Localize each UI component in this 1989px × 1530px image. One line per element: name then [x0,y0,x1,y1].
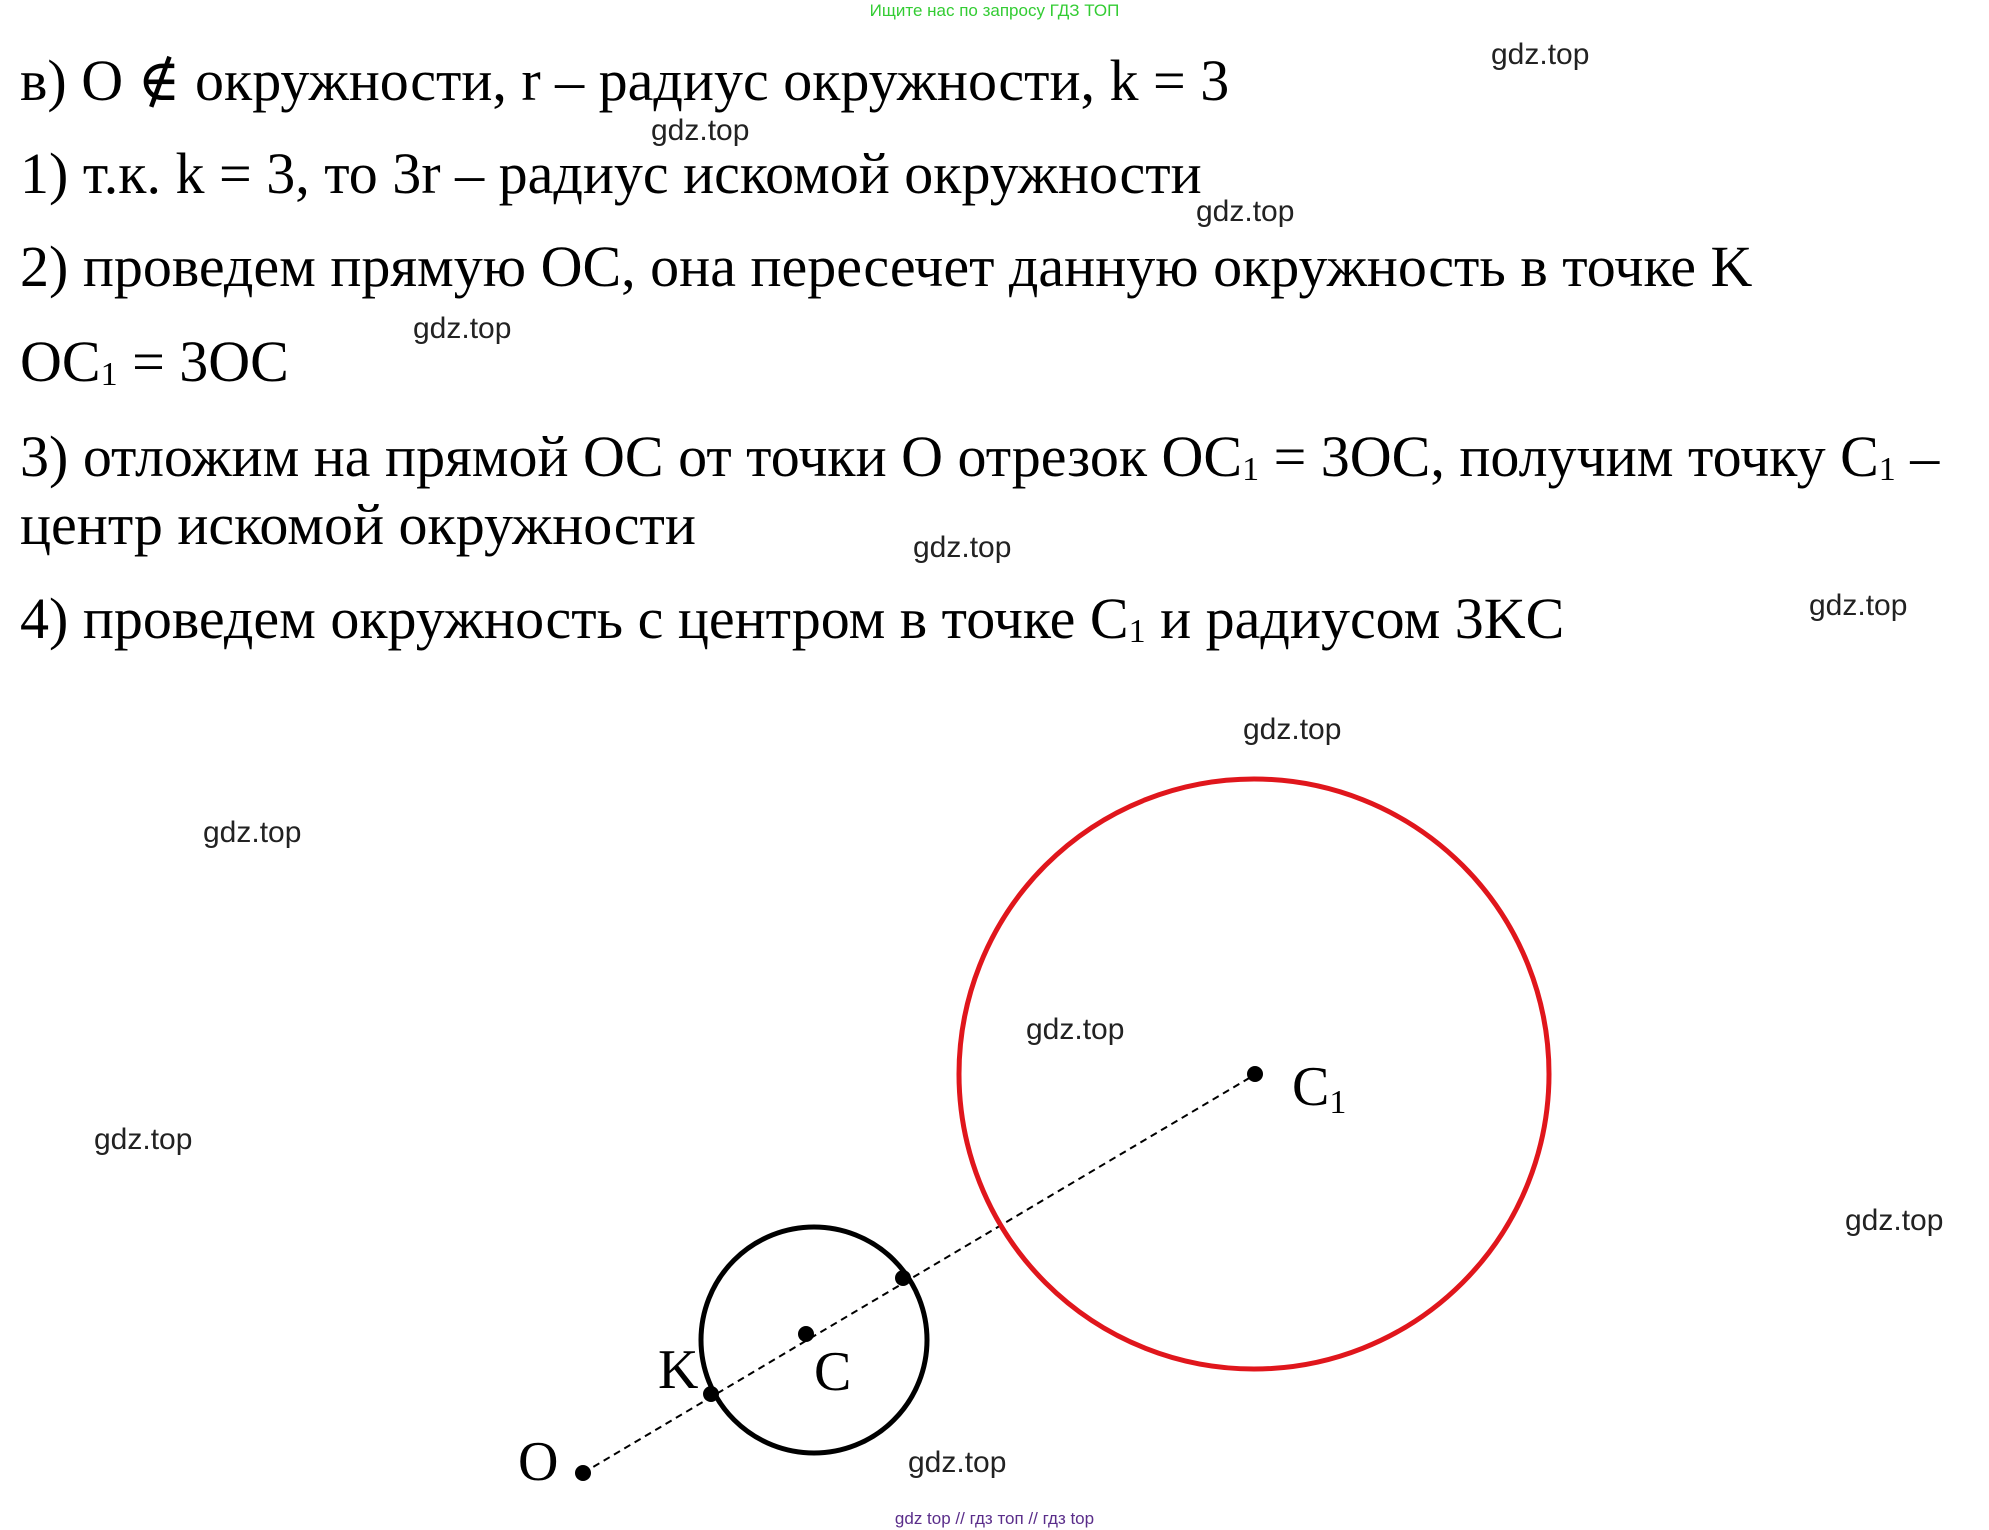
watermark: gdz.top [413,312,512,345]
point-k [703,1386,719,1402]
watermark: gdz.top [203,816,302,849]
step-3-line: 3) отложим на прямой OC от точки O отрезок $OC_1 = 3OC$, получим точку $C_1$ – [20,424,1940,489]
point-o [575,1465,591,1481]
equation-line: $OC_1 = 3OC$ [20,329,289,394]
step-4-line: 4) проведем окружность с центром в точке $C_1$ и радиусом 3KC [20,586,1565,651]
label-c1: C1 [1292,1056,1347,1121]
watermark: gdz.top [1845,1204,1944,1237]
line-oc1 [583,1074,1256,1473]
watermark: gdz.top [1809,589,1908,622]
label-o: O [518,1431,559,1493]
footer: gdz top // гдз топ // гдз top [894,1509,1095,1528]
watermark: gdz.top [94,1123,193,1156]
condition-line: в) O ∉ окружности, r – радиус окружности, k = 3 [20,48,1230,113]
top-banner: Ищите нас по запросу ГДЗ ТОП [869,1,1120,20]
point-c [798,1326,814,1342]
step-3-continuation-line: центр искомой окружности [20,492,696,557]
step-1-line: 1) т.к. k = 3, то 3r – радиус искомой окружности [20,141,1202,206]
watermark: gdz.top [913,531,1012,564]
label-c: C [814,1341,852,1403]
point-intersection [895,1270,911,1286]
watermark: gdz.top [1243,713,1342,746]
label-k: K [658,1339,699,1401]
watermark: gdz.top [1491,38,1590,71]
point-c1 [1247,1066,1263,1082]
watermark: gdz.top [651,114,750,147]
given-circle [701,1227,927,1453]
watermark: gdz.top [1026,1013,1125,1046]
watermark: gdz.top [1196,195,1295,228]
step-2-line: 2) проведем прямую OC, она пересечет данную окружность в точке K [20,234,1753,299]
watermark: gdz.top [908,1446,1007,1479]
